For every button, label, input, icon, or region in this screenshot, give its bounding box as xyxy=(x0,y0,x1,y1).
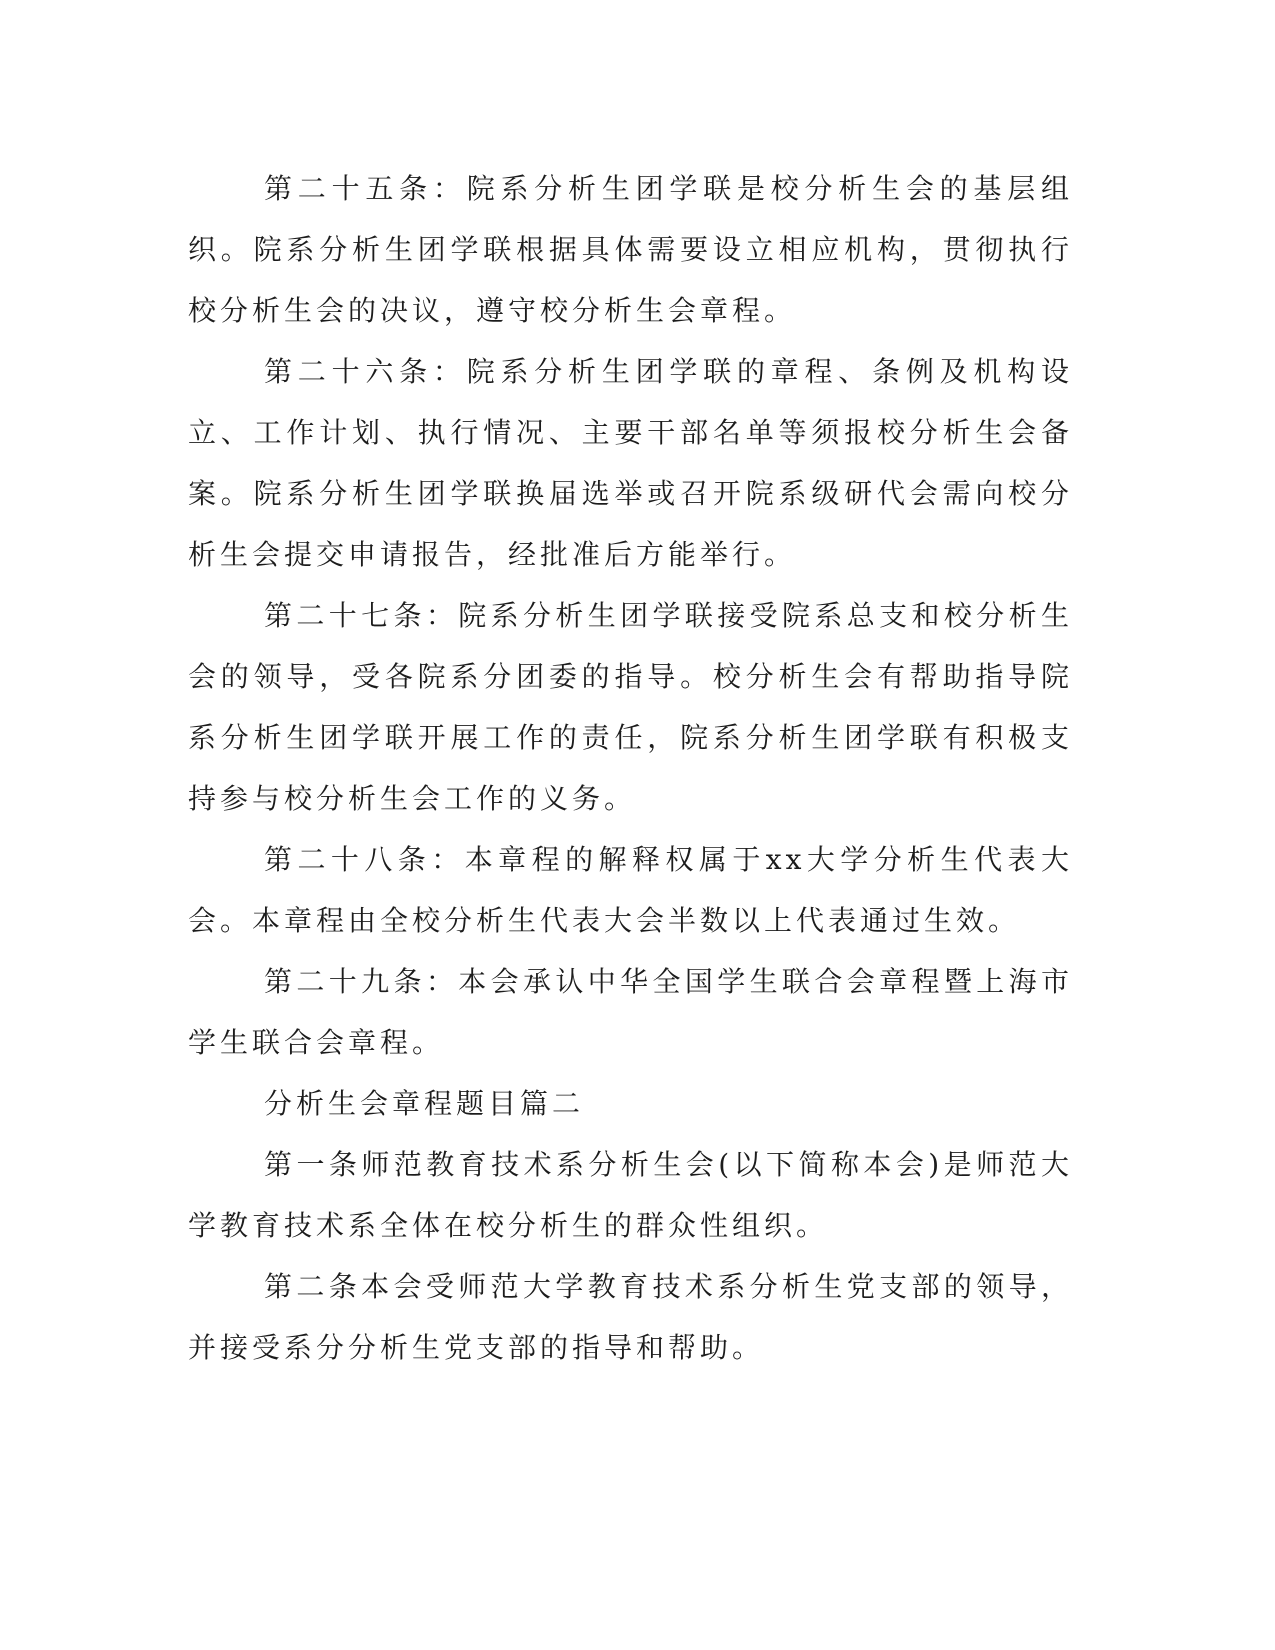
paragraph-article-29: 第二十九条：本会承认中华全国学生联合会章程暨上海市学生联合会章程。 xyxy=(188,965,1073,1059)
document-body xyxy=(188,158,1073,1378)
paragraph-article-28: 第二十八条：本章程的解释权属于xx大学分析生代表大会。本章程由全校分析生代表大会半数以上代表通过生效。 xyxy=(188,843,1073,937)
section-heading: 分析生会章程题目篇二 xyxy=(264,1087,585,1120)
paragraph-article-1: 第一条师范教育技术系分析生会(以下简称本会)是师范大学教育技术系全体在校分析生的群众性组织。 xyxy=(188,1148,1073,1242)
paragraph-article-26: 第二十六条：院系分析生团学联的章程、条例及机构设立、工作计划、执行情况、主要干部名单等须报校分析生会备案。院系分析生团学联换届选举或召开院系级研代会需向校分析生会提交申请报告，经批准后方能举行。 xyxy=(188,355,1073,571)
paragraph-article-2: 第二条本会受师范大学教育技术系分析生党支部的领导，并接受系分分析生党支部的指导和帮助。 xyxy=(188,1270,1073,1364)
paragraph-article-27: 第二十七条：院系分析生团学联接受院系总支和校分析生会的领导，受各院系分团委的指导。校分析生会有帮助指导院系分析生团学联开展工作的责任，院系分析生团学联有积极支持参与校分析生会工作的义务。 xyxy=(188,599,1073,815)
paragraph-article-25: 第二十五条：院系分析生团学联是校分析生会的基层组织。院系分析生团学联根据具体需要设立相应机构，贯彻执行校分析生会的决议，遵守校分析生会章程。 xyxy=(188,172,1073,327)
